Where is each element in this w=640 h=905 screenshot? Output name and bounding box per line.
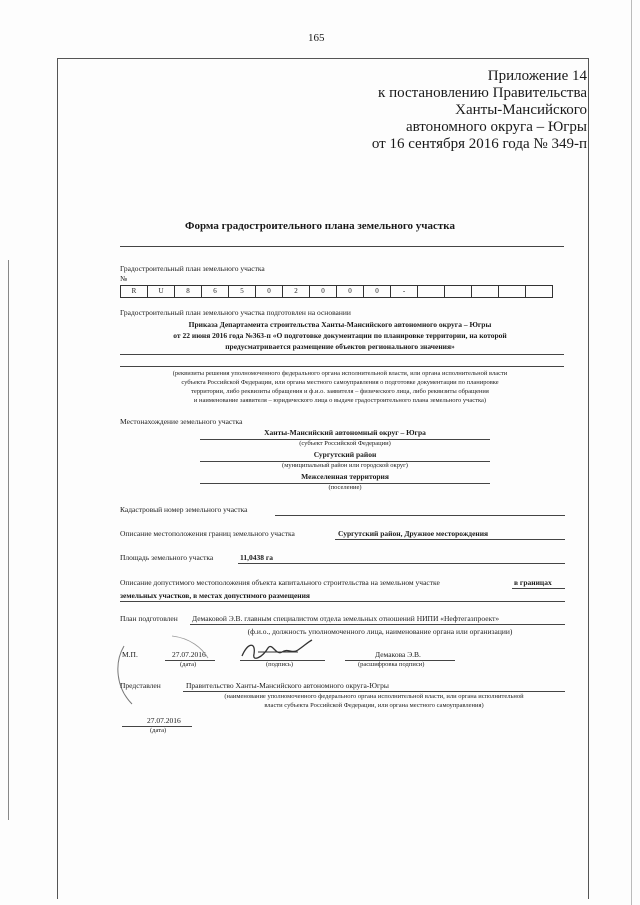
- plan-number-cell: 8: [175, 286, 202, 297]
- signature-name-caption: (расшифровка подписи): [358, 661, 425, 668]
- cadastral-line: [275, 515, 565, 516]
- submitted-label: Представлен: [120, 681, 161, 690]
- basis-caption: территории, либо реквизиты обращения и ф.и.о. заявителя – физического лица, либо реквизиты обращения: [191, 388, 489, 395]
- plan-number-cell: [445, 286, 472, 297]
- borders-value: Сургутский район, Дружное месторождения: [338, 529, 489, 538]
- plan-number-cell: 0: [337, 286, 364, 297]
- plan-number-cell: -: [391, 286, 418, 297]
- page-number: 165: [308, 32, 325, 44]
- submitted-value: Правительство Ханты-Мансийского автономного округа-Югры: [186, 681, 389, 690]
- placement-value: в границах: [514, 578, 552, 587]
- divider: [190, 624, 565, 625]
- plan-number-cells: [120, 285, 553, 298]
- plan-number-cell: [526, 286, 552, 297]
- submitted-caption: власти субъекта Российской Федерации, или органа местного самоуправления): [264, 702, 484, 709]
- date-caption: (дата): [180, 661, 197, 668]
- scan-edge-line: [8, 260, 9, 820]
- location-label: Местонахождение земельного участка: [120, 417, 243, 426]
- prepared-date: 27.07.2016: [172, 650, 206, 659]
- prepared-by-caption: (ф.и.о., должность уполномоченного лица, наименование органа или организации): [247, 627, 513, 636]
- basis-caption: (реквизиты решения уполномоченного федерального органа исполнительной власти, или органа исполнительной власти: [172, 370, 508, 377]
- stamp-place-label: М.П.: [122, 650, 138, 659]
- basis-value-line: предусматривается размещение объектов регионального значения»: [225, 342, 455, 351]
- location-subject-caption: (субъект Российской Федерации): [299, 440, 391, 447]
- scan-edge-line: [631, 0, 632, 905]
- placement-line: [120, 601, 565, 602]
- cadastral-label: Кадастровый номер земельного участка: [120, 505, 248, 514]
- basis-label: Градостроительный план земельного участка подготовлен на основании: [120, 308, 351, 317]
- appendix-line: от 16 сентября 2016 года № 349-п: [371, 136, 587, 152]
- basis-caption: и наименование заявителя – юридического лица о выдаче градостроительного плана земельного участка): [193, 397, 487, 404]
- location-settlement: Межселенная территория: [301, 472, 389, 481]
- basis-value-line: от 22 июня 2016 года №363-п «О подготовке документации по планировке территории, на которой: [173, 331, 507, 340]
- appendix-header: [372, 68, 587, 153]
- appendix-line: Ханты-Мансийского: [455, 102, 587, 118]
- basis-caption: субъекта Российской Федерации, или органа местного самоуправления о подготовке документации по планировке: [181, 379, 499, 386]
- area-label: Площадь земельного участка: [120, 553, 214, 562]
- submitted-date: 27.07.2016: [147, 716, 181, 725]
- borders-line: [335, 539, 565, 540]
- form-title: Форма градостроительного плана земельного участка: [185, 220, 455, 232]
- submitted-caption: (наименование уполномоченного федерального органа исполнительной власти, или органа исполнительной: [224, 693, 524, 700]
- location-subject: Ханты-Мансийский автономный округ – Югра: [264, 428, 426, 437]
- divider: [120, 246, 564, 247]
- appendix-line: автономного округа – Югры: [405, 119, 587, 135]
- signature-mark: [238, 638, 318, 664]
- plan-number-cell: 6: [202, 286, 229, 297]
- signature-caption: (подпись): [266, 661, 293, 668]
- location-settlement-caption: (поселение): [328, 484, 362, 491]
- placement-line: [512, 588, 565, 589]
- area-line: [238, 563, 565, 564]
- location-district: Сургутский район: [313, 450, 377, 459]
- plan-number-cell: U: [148, 286, 175, 297]
- basis-value-line: Приказа Департамента строительства Ханты-Мансийского автономного округа – Югры: [188, 320, 492, 329]
- plan-number-cell: R: [121, 286, 148, 297]
- placement-label: Описание допустимого местоположения объекта капитального строительства на земельном участке: [120, 578, 440, 587]
- plan-number-cell: 0: [310, 286, 337, 297]
- plan-number-cell: 5: [229, 286, 256, 297]
- plan-number-cell: [472, 286, 499, 297]
- placement-value: земельных участков, в местах допустимого размещения: [120, 591, 310, 600]
- prepared-by-label: План подготовлен: [120, 614, 178, 623]
- area-value: 11,0438 га: [240, 553, 273, 562]
- divider: [120, 366, 564, 367]
- borders-label: Описание местоположения границ земельного участка: [120, 529, 295, 538]
- location-district-caption: (муниципальный район или городской округ): [282, 462, 408, 469]
- plan-number-label: Градостроительный план земельного участка: [120, 264, 265, 273]
- plan-number-cell: [418, 286, 445, 297]
- plan-number-cell: 0: [256, 286, 283, 297]
- plan-number-cell: 0: [364, 286, 391, 297]
- appendix-line: к постановлению Правительства: [378, 85, 587, 101]
- signature-name: Демакова Э.В.: [375, 650, 421, 659]
- divider: [183, 691, 565, 692]
- prepared-by-value: Демаковой Э.В. главным специалистом отдела земельных отношений НИПИ «Нефтегазпроект»: [192, 614, 500, 623]
- submitted-date-caption: (дата): [150, 727, 167, 734]
- appendix-line: Приложение 14: [487, 68, 587, 84]
- divider: [120, 354, 564, 355]
- plan-number-cell: [499, 286, 526, 297]
- plan-number-cell: 2: [283, 286, 310, 297]
- plan-number-sign: №: [120, 274, 128, 283]
